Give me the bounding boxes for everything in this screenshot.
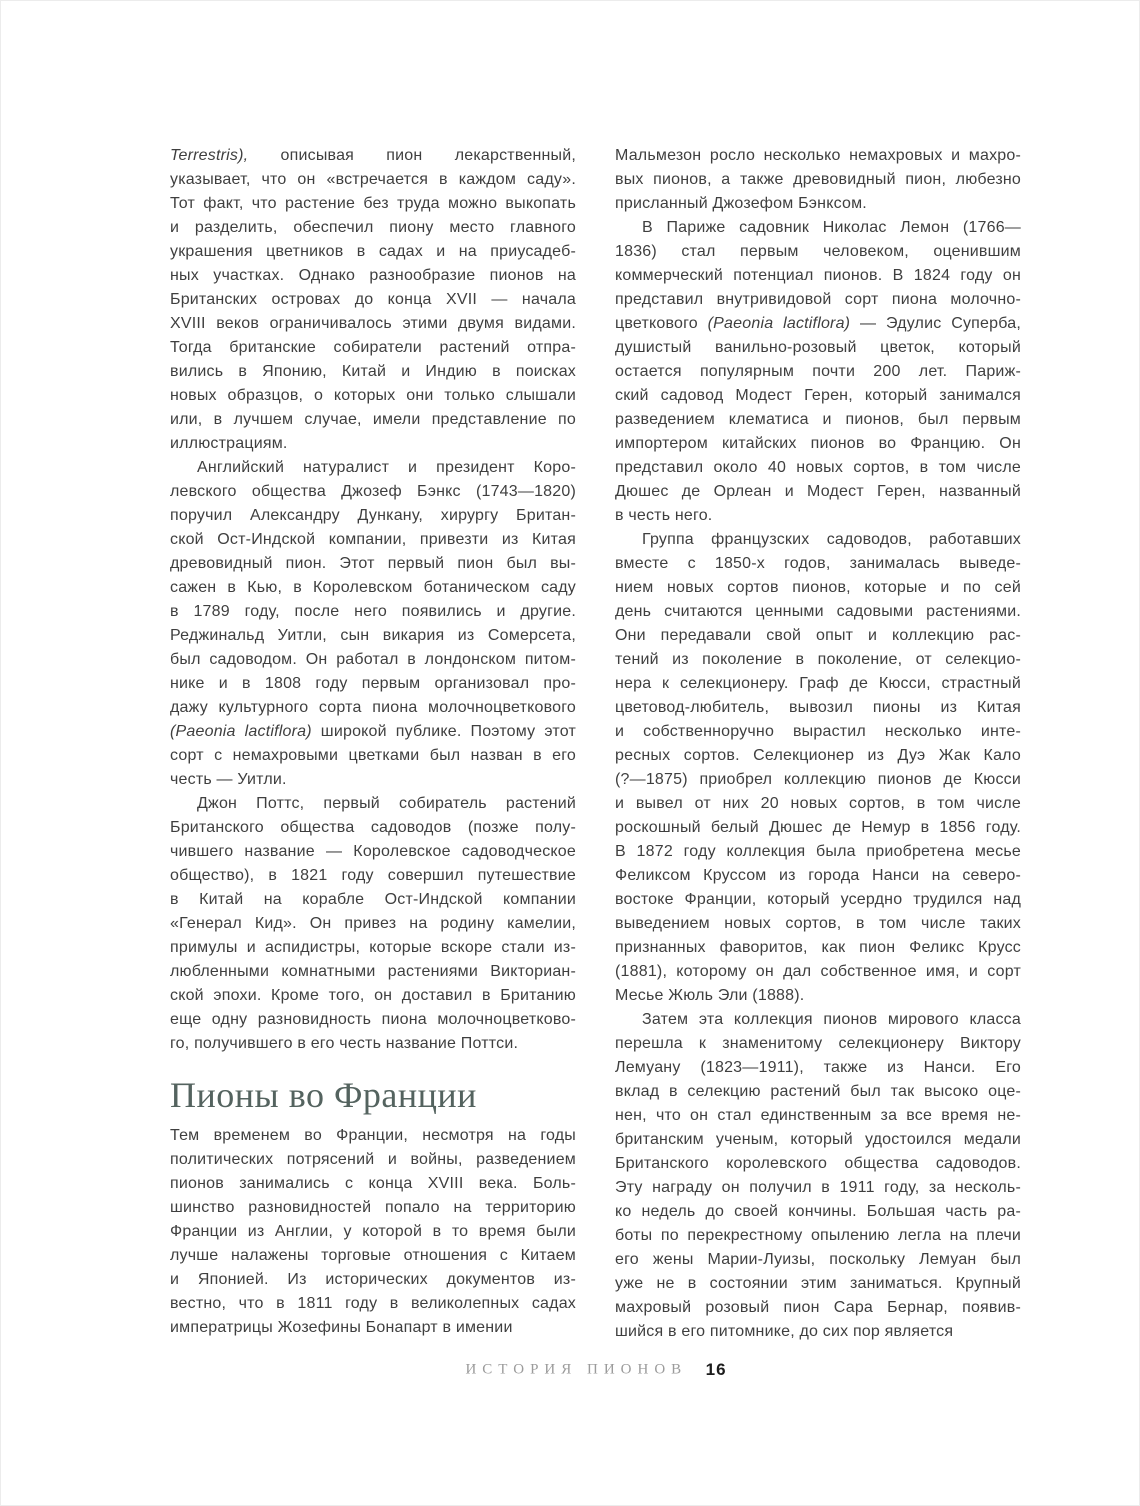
text-line: лучше налажены торговые отношения с Китаем	[170, 1247, 576, 1264]
text-line: ской Ост-Индской компании, привезти из Китая	[170, 531, 576, 548]
text-line: В 1872 году коллекция была приобретена месье	[615, 843, 1021, 860]
italic-text: (Paeonia lactiflora)	[170, 723, 312, 740]
text-line: примулы и аспидистры, которые вскоре стали из-	[170, 939, 576, 956]
text-line: левского общества Джозеф Бэнкс (1743—1820)	[170, 483, 576, 500]
plain-text: — Эдулис Суперба,	[850, 315, 1021, 332]
text-line: и разделить, обеспечил пиону место главного	[170, 219, 576, 236]
text-line: Лемуану (1823—1911), также из Нанси. Его	[615, 1059, 1021, 1076]
text-line	[170, 720, 576, 744]
paragraph	[615, 1008, 1021, 1344]
text-line: перешла к знаменитому селекционеру Виктору	[615, 1035, 1021, 1052]
plain-text: цветкового	[615, 315, 708, 332]
text-line: британским ученым, который удостоился медали	[615, 1131, 1021, 1148]
text-line: Группа французских садоводов, работавших	[642, 531, 1021, 548]
paragraph	[170, 456, 576, 792]
italic-text: Terrestris),	[170, 147, 281, 164]
text-line: нера к селекционеру. Граф де Кюсси, страстный	[615, 675, 1021, 692]
text-line: душистый ванильно-розовый цветок, который	[615, 339, 1021, 356]
text-line: роскошный белый Дюшес де Немур в 1856 году.	[615, 819, 1021, 836]
text-line: присланный Джозефом Бэнксом.	[615, 195, 867, 212]
text-line: вых пионов, а также древовидный пион, любезно	[615, 171, 1021, 188]
text-line: ных участках. Однако разнообразие пионов на	[170, 267, 576, 284]
text-line: Феликсом Круссом из города Нанси на северо-	[615, 867, 1021, 884]
text-line: XVIII веков ограничивалось этими двумя видами.	[170, 315, 576, 332]
text-line: Эту награду он получил в 1911 году, за несколь-	[615, 1179, 1021, 1196]
text-column-right	[615, 144, 1021, 1344]
plain-text: описывая пион лекарственный,	[280, 147, 577, 164]
text-line: Дюшес де Орлеан и Модест Герен, названный	[615, 483, 1021, 500]
paragraph	[170, 792, 576, 1056]
text-line: Они передавали свой опыт и коллекцию рас-	[615, 627, 1021, 644]
text-line: остается популярным почти 200 лет. Париж-	[615, 363, 1021, 380]
text-line: представил внутривидовой сорт пиона молочно-	[615, 291, 1021, 308]
page-footer	[170, 1360, 1022, 1380]
text-line: в честь него.	[615, 507, 713, 524]
text-line: древовидный пион. Этот первый пион был вы-	[170, 555, 576, 572]
text-line: вестно, что в 1811 году в великолепных садах	[170, 1295, 576, 1312]
text-line: коммерческий потенциал пионов. В 1824 году он	[615, 267, 1021, 284]
text-line: признанных фаворитов, как пион Феликс Крусс	[615, 939, 1021, 956]
text-line: Тогда британские собиратели растений отпра-	[170, 339, 576, 356]
text-line: Джон Поттс, первый собиратель растений	[197, 795, 576, 812]
text-line: выведением новых сортов, в том числе таких	[615, 915, 1021, 932]
text-line: еще одну разновидность пиона молочноцветково-	[170, 1011, 576, 1028]
text-line: уже не в состоянии этим заниматься. Крупный	[615, 1275, 1021, 1292]
text-line: шийся в его питомнике, до сих пор является	[615, 1323, 954, 1340]
text-line: Тем временем во Франции, несмотря на годы	[170, 1127, 576, 1144]
italic-text: (Paeonia lactiflora)	[707, 315, 851, 332]
text-line: цветовод-любитель, вывозил пионы из Китая	[615, 699, 1021, 716]
text-line: иллюстрациям.	[170, 435, 288, 452]
text-line: и Японией. Из исторических документов из-	[170, 1271, 576, 1288]
text-line: в 1789 году, после него появились и другие.	[170, 603, 576, 620]
text-line: императрицы Жозефины Бонапарт в имении	[170, 1319, 513, 1336]
text-line: нием новых сортов пионов, которые и по сей	[615, 579, 1021, 596]
text-line: шинство разновидностей попало на территорию	[170, 1199, 576, 1216]
text-line: В Париже садовник Николас Лемон (1766—	[642, 219, 1021, 236]
plain-text: широкой публике. Поэтому этот	[311, 723, 576, 740]
page-content	[170, 144, 1022, 1344]
paragraph	[615, 144, 1021, 216]
text-line: (1881), которому он дал собственное имя, и сорт	[615, 963, 1021, 980]
text-line: го, получившего в его честь название Поттси.	[170, 1035, 519, 1052]
section-heading: Пионы во Франции	[170, 1075, 477, 1115]
text-line: востоке Франции, который усердно трудился над	[615, 891, 1021, 908]
text-line: нен, что он стал единственным за все время не-	[615, 1107, 1021, 1124]
text-line: «Генерал Кид». Он привез на родину камелии,	[170, 915, 576, 932]
text-line: сажен в Кью, в Королевском ботаническом саду	[170, 579, 576, 596]
text-line: и собственноручно вырастил несколько инте-	[615, 723, 1021, 740]
text-line: Реджинальд Уитли, сын викария из Сомерсета,	[170, 627, 576, 644]
text-line: (?—1875) приобрел коллекцию пионов де Кюсси	[615, 771, 1021, 788]
paragraph	[170, 1124, 576, 1340]
text-line: 1836) стал первым человеком, оценившим	[615, 243, 1021, 260]
text-line: вились в Японию, Китай и Индию в поисках	[170, 363, 576, 380]
text-line: его жены Марии-Луизы, поскольку Лемуан был	[615, 1251, 1021, 1268]
paragraph	[615, 528, 1021, 1008]
text-line: Британского общества садоводов (позже полу-	[170, 819, 576, 836]
text-line: и вывел от них 20 новых сортов, в том числе	[615, 795, 1021, 812]
text-line: был садоводом. Он работал в лондонском питом-	[170, 651, 576, 668]
text-line: указывает, что он «встречается в каждом саду».	[170, 171, 576, 188]
text-line: Тот факт, что растение без труда можно выкопать	[170, 195, 576, 212]
text-line: новых образцов, о которых они только слышали	[170, 387, 576, 404]
text-line: любленными комнатными растениями Викториан-	[170, 963, 576, 980]
paragraph	[615, 216, 1021, 528]
text-column-left	[170, 144, 576, 1344]
text-line: дажу культурного сорта пиона молочноцветкового	[170, 699, 576, 716]
text-line	[170, 144, 576, 168]
text-line: Мальмезон росло несколько немахровых и махро-	[615, 147, 1021, 164]
text-line: представил около 40 новых сортов, в том числе	[615, 459, 1021, 476]
text-line: Месье Жюль Эли (1888).	[615, 987, 805, 1004]
text-line: ский садовод Модест Герен, который занимался	[615, 387, 1021, 404]
text-line: Франции из Англии, у которой в то время были	[170, 1223, 576, 1240]
text-line	[615, 312, 1021, 336]
text-line: честь — Уитли.	[170, 771, 287, 788]
text-line: сорт с немахровыми цветками был назван в его	[170, 747, 576, 764]
text-line: ской эпохи. Кроме того, он доставил в Британию	[170, 987, 576, 1004]
text-line: махровый розовый пион Сара Бернар, появив-	[615, 1299, 1021, 1316]
text-line: тений из поколение в поколение, от селекцио-	[615, 651, 1021, 668]
text-line: разведением клематиса и пионов, был первым	[615, 411, 1021, 428]
text-line: чившего название — Королевское садоводческое	[170, 843, 576, 860]
text-line: вклад в селекцию растений был так высоко оце-	[615, 1083, 1021, 1100]
text-line: поручил Александру Дункану, хирургу Британ-	[170, 507, 576, 524]
text-line: общество), в 1821 году совершил путешествие	[170, 867, 576, 884]
page-number: 16	[705, 1360, 727, 1379]
text-line: в Китай на корабле Ост-Индской компании	[170, 891, 576, 908]
text-line: Английский натуралист и президент Коро-	[197, 459, 576, 476]
text-line: политических потрясений и войны, разведением	[170, 1151, 576, 1168]
text-line: Британского королевского общества садоводов.	[615, 1155, 1021, 1172]
text-line: нике и в 1808 году первым организовал про-	[170, 675, 576, 692]
running-title: ИСТОРИЯ ПИОНОВ	[465, 1361, 688, 1378]
text-line: импортером китайских пионов во Францию. Он	[615, 435, 1021, 452]
paragraph	[170, 144, 576, 456]
text-line: вместе с 1850-х годов, занималась выведе-	[615, 555, 1021, 572]
text-line: боты по перекрестному опылению легла на плечи	[615, 1227, 1021, 1244]
text-line: Британских островах до конца XVII — начала	[170, 291, 576, 308]
text-line: ко недель до своей кончины. Большая часть ра-	[615, 1203, 1021, 1220]
text-line: пионов занимались с конца XVIII века. Боль-	[170, 1175, 576, 1192]
text-line: ресных сортов. Селекционер из Дуэ Жак Кало	[615, 747, 1021, 764]
text-line: Затем эта коллекция пионов мирового класса	[642, 1011, 1021, 1028]
text-line: день считаются ценными садовыми растениями.	[615, 603, 1021, 620]
text-line: или, в лучшем случае, имели представление по	[170, 411, 576, 428]
text-line: украшения цветников в садах и на приусадеб-	[170, 243, 576, 260]
